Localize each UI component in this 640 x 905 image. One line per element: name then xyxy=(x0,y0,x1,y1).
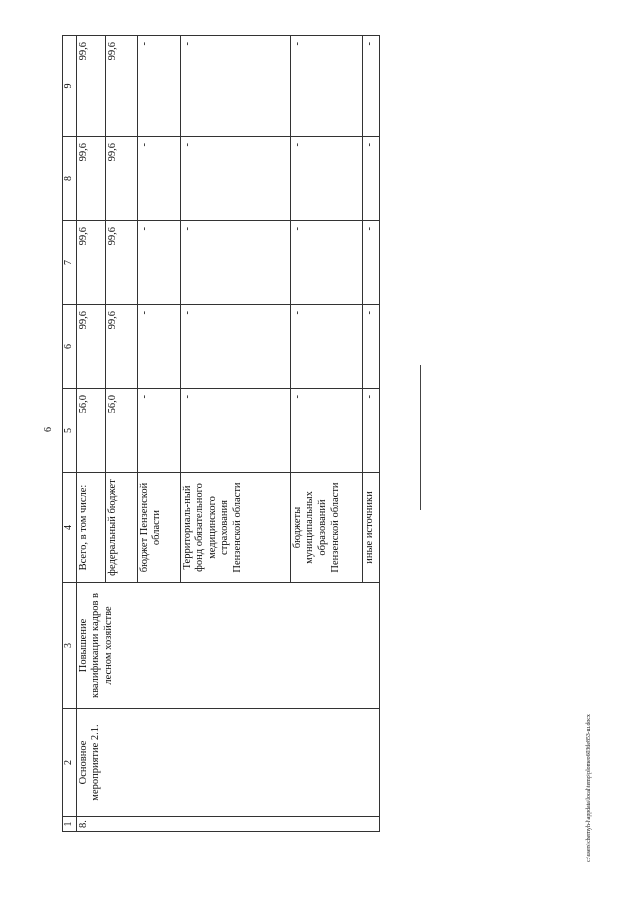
header-cell: 7 xyxy=(63,221,77,305)
value-cell: - xyxy=(137,137,180,221)
value-cell: - xyxy=(180,221,290,305)
value-cell: - xyxy=(290,137,362,221)
header-cell: 9 xyxy=(63,36,77,137)
funding-source: иные источники xyxy=(363,473,380,583)
funding-source: федеральный бюджет xyxy=(106,473,137,583)
value-cell: 99,6 xyxy=(106,36,137,137)
value-cell: 99,6 xyxy=(76,137,105,221)
value-cell: 99,6 xyxy=(76,36,105,137)
header-cell: 5 xyxy=(63,389,77,473)
separator-line xyxy=(420,365,421,510)
header-cell: 8 xyxy=(63,137,77,221)
header-cell: 3 xyxy=(63,583,77,709)
value-cell: - xyxy=(290,221,362,305)
value-cell: - xyxy=(363,305,380,389)
header-cell: 4 xyxy=(63,473,77,583)
value-cell: - xyxy=(137,305,180,389)
file-path-footer: c:\users\chernyh-l\appdata\local\temp\plomeo603tle853-ш.docx xyxy=(586,714,592,862)
value-cell: - xyxy=(363,221,380,305)
header-cell: 1 xyxy=(63,817,77,832)
value-cell: - xyxy=(290,389,362,473)
value-cell: - xyxy=(180,305,290,389)
value-cell: 56,0 xyxy=(106,389,137,473)
value-cell: 99,6 xyxy=(106,221,137,305)
value-cell: 99,6 xyxy=(76,305,105,389)
value-cell: - xyxy=(137,221,180,305)
value-cell: 56,0 xyxy=(76,389,105,473)
page-number: 6 xyxy=(43,427,54,432)
value-cell: - xyxy=(290,305,362,389)
value-cell: - xyxy=(290,36,362,137)
funding-source: Всего, в том числе: xyxy=(76,473,105,583)
funding-source: Территориаль-ный фонд обязательного медицинского страхования Пензенской области xyxy=(180,473,290,583)
value-cell: - xyxy=(363,137,380,221)
header-cell: 2 xyxy=(63,709,77,817)
activity-description: Повышение квалификации кадров в лесном хозяйстве xyxy=(76,583,379,709)
financing-table-wrapper xyxy=(62,36,380,832)
value-cell: 99,6 xyxy=(106,137,137,221)
table-row xyxy=(76,36,105,832)
value-cell: - xyxy=(137,389,180,473)
activity-number: 8. xyxy=(76,817,379,832)
header-cell: 6 xyxy=(63,305,77,389)
value-cell: - xyxy=(363,389,380,473)
value-cell: - xyxy=(180,137,290,221)
value-cell: 99,6 xyxy=(106,305,137,389)
value-cell: - xyxy=(363,36,380,137)
value-cell: - xyxy=(180,389,290,473)
activity-name: Основное мероприятие 2.1. xyxy=(76,709,379,817)
funding-source: бюджеты муниципальных образований Пензенской области xyxy=(290,473,362,583)
table-header-row xyxy=(63,36,77,832)
funding-source: бюджет Пензенской области xyxy=(137,473,180,583)
financing-table xyxy=(62,35,380,832)
value-cell: 99,6 xyxy=(76,221,105,305)
value-cell: - xyxy=(137,36,180,137)
value-cell: - xyxy=(180,36,290,137)
